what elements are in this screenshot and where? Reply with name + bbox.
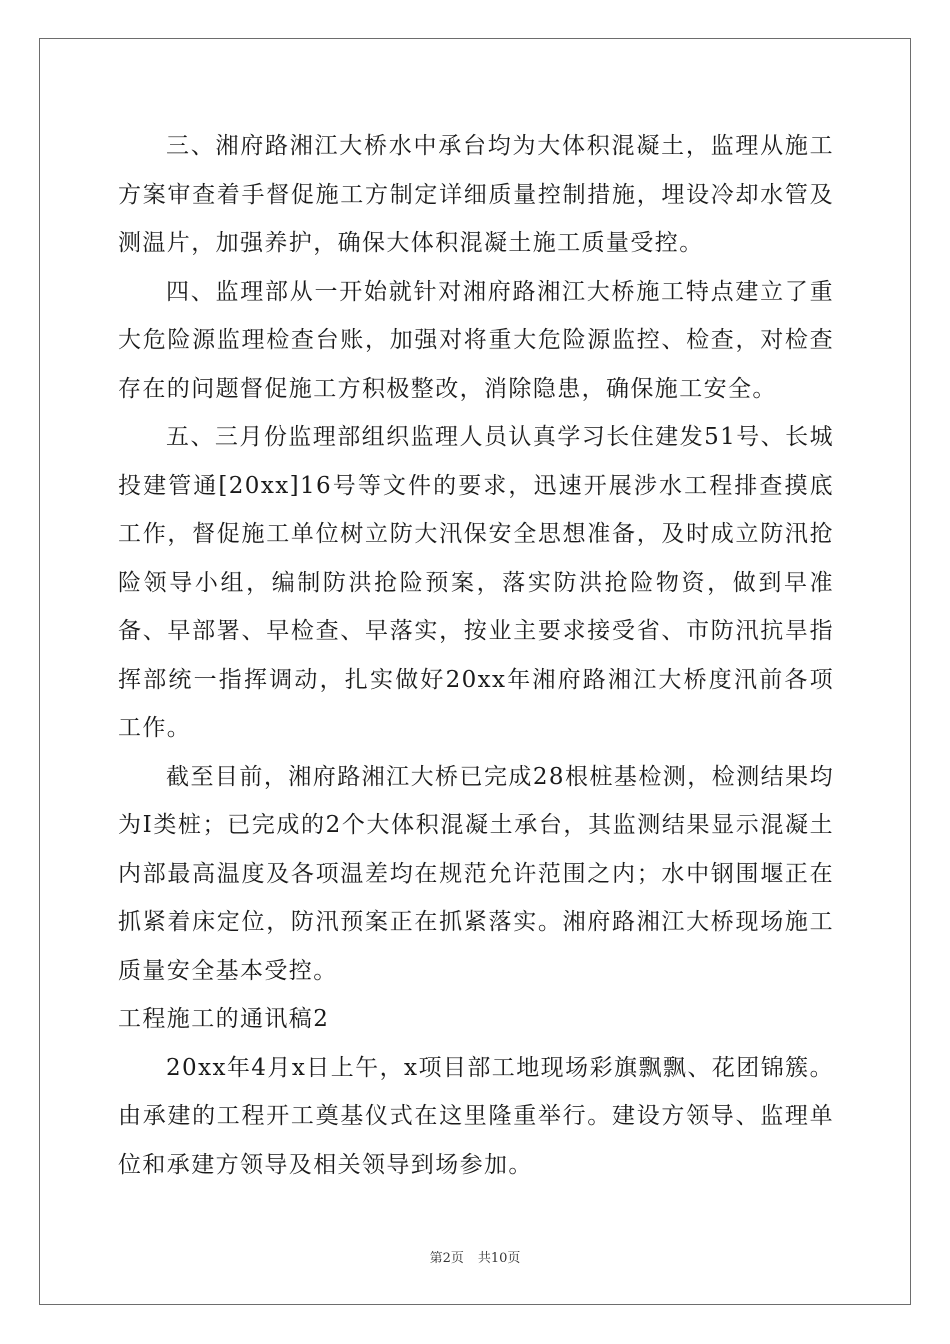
- paragraph-4: 四、监理部从一开始就针对湘府路湘江大桥施工特点建立了重大危险源监理检查台账，加强对将重大危险源监控、检查，对检查存在的问题督促施工方积极整改，消除隐患，确保施工安全。: [118, 278, 834, 402]
- page-number: 第2页: [429, 1251, 464, 1266]
- page-total: 共10页: [477, 1251, 521, 1266]
- paragraph-3: 三、湘府路湘江大桥水中承台均为大体积混凝土，监理从施工方案审查着手督促施工方制定详细质量控制措施，埋设冷却水管及测温片，加强养护，确保大体积混凝土施工质量受控。: [118, 133, 834, 256]
- document-body: [118, 122, 834, 1189]
- paragraph-5: 五、三月份监理部组织监理人员认真学习长住建发51号、长城投建管通[20xx]16号等文件的要求，迅速开展涉水工程排查摸底工作，督促施工单位树立防大汛保安全思想准备，及时成立防汛抢险领导小组，编制防洪抢险预案，落实防洪抢险物资，做到早准备、早部署、早检查、早落实，按业主要求接受省、市防汛抗旱指挥部统一指挥调动，扎实做好20xx年湘府路湘江大桥度汛前各项工作。: [118, 424, 834, 741]
- section-title: 工程施工的通讯稿2: [118, 1006, 330, 1032]
- page-footer: [0, 1247, 950, 1266]
- paragraph-summary: 截至目前，湘府路湘江大桥已完成28根桩基检测，检测结果均为Ⅰ类桩；已完成的2个大体积混凝土承台，其监测结果显示混凝土内部最高温度及各项温差均在规范允许范围之内；水中钢围堰正在抓紧着床定位，防汛预案正在抓紧落实。湘府路湘江大桥现场施工质量安全基本受控。: [118, 763, 834, 984]
- paragraph-intro: 20xx年4月x日上午，x项目部工地现场彩旗飘飘、花团锦簇。由承建的工程开工奠基仪式在这里隆重举行。建设方领导、监理单位和承建方领导及相关领导到场参加。: [118, 1054, 834, 1178]
